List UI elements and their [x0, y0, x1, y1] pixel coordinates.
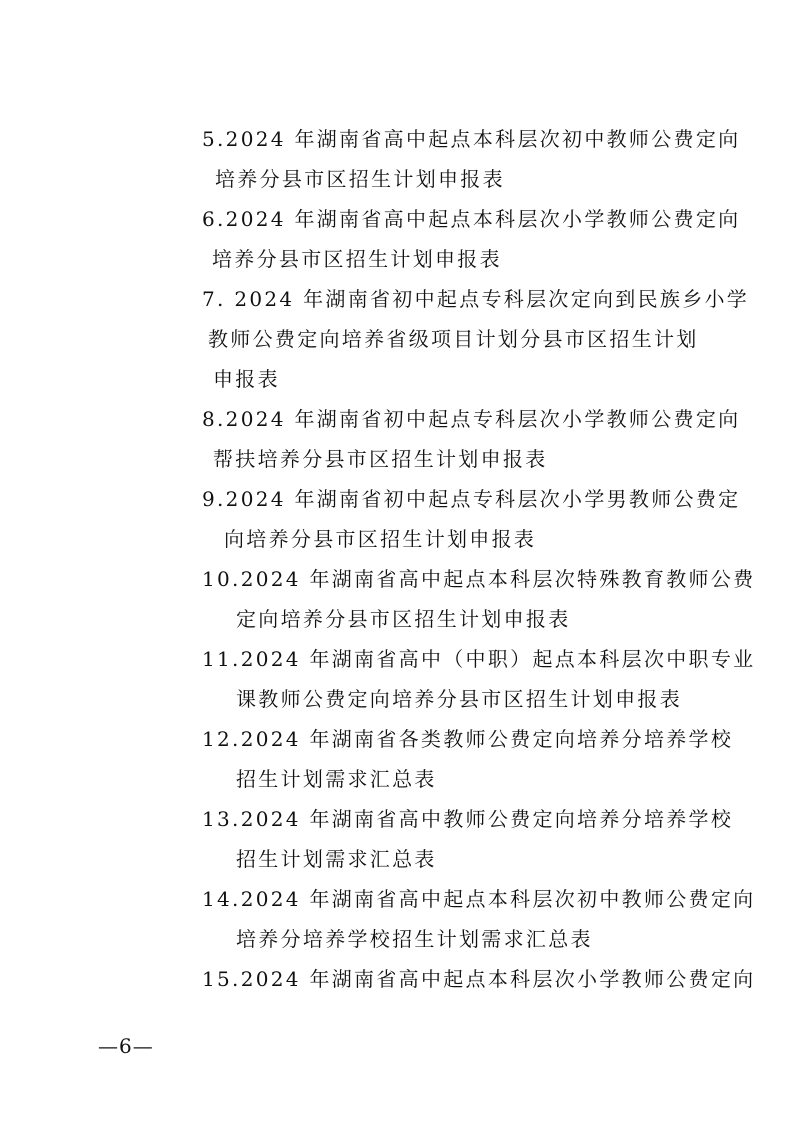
- list-item-line: 12.2024 年湖南省各类教师公费定向培养分培养学校: [202, 727, 734, 751]
- list-item-line: 15.2024 年湖南省高中起点本科层次小学教师公费定向: [202, 967, 756, 991]
- list-item-line: 培养分县市区招生计划申报表: [215, 167, 505, 191]
- list-item-line: 培养分培养学校招生计划需求汇总表: [236, 927, 593, 951]
- list-item-line: 11.2024 年湖南省高中（中职）起点本科层次中职专业: [202, 647, 756, 671]
- list-item-line: 5.2024 年湖南省高中起点本科层次初中教师公费定向: [202, 127, 741, 151]
- list-item-line: 向培养分县市区招生计划申报表: [224, 527, 537, 551]
- list-item-line: 10.2024 年湖南省高中起点本科层次特殊教育教师公费: [202, 567, 756, 591]
- page-number: —6—: [98, 1034, 154, 1058]
- list-item-line: 9.2024 年湖南省初中起点专科层次小学男教师公费定: [202, 487, 741, 511]
- list-item-line: 定向培养分县市区招生计划申报表: [236, 607, 571, 631]
- list-item-line: 课教师公费定向培养分县市区招生计划申报表: [236, 687, 682, 711]
- list-item-line: 招生计划需求汇总表: [236, 847, 437, 871]
- list-item-line: 培养分县市区招生计划申报表: [212, 247, 502, 271]
- list-item-line: 7. 2024 年湖南省初中起点专科层次定向到民族乡小学: [202, 287, 750, 311]
- list-item-line: 6.2024 年湖南省高中起点本科层次小学教师公费定向: [202, 207, 741, 231]
- list-item-line: 招生计划需求汇总表: [236, 767, 437, 791]
- list-item-line: 帮扶培养分县市区招生计划申报表: [213, 447, 548, 471]
- list-item-line: 申报表: [213, 367, 280, 391]
- list-item-line: 教师公费定向培养省级项目计划分县市区招生计划: [208, 327, 699, 351]
- list-item-line: 14.2024 年湖南省高中起点本科层次初中教师公费定向: [202, 887, 756, 911]
- list-item-line: 13.2024 年湖南省高中教师公费定向培养分培养学校: [202, 807, 734, 831]
- list-item-line: 8.2024 年湖南省初中起点专科层次小学教师公费定向: [202, 407, 741, 431]
